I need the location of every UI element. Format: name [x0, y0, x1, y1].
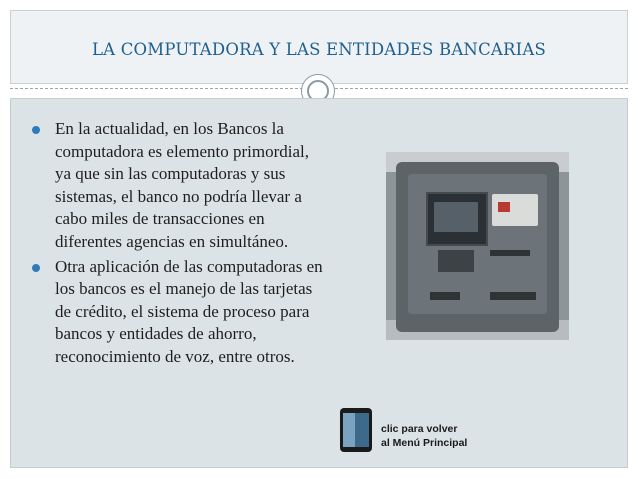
bullet-text: Otra aplicación de las computadoras en los bancos es el manejo de las tarjetas de crédito, el sistema de proceso para bancos y entidades de ahorro, reconocimiento de voz, entre otros.	[55, 256, 323, 366]
atm-screen-glow	[434, 202, 478, 232]
atm-label-logo	[498, 202, 510, 212]
atm-machine-photo	[386, 152, 569, 340]
bullet-item	[28, 118, 328, 254]
slide-title: LA COMPUTADORA Y LAS ENTIDADES BANCARIAS	[92, 40, 546, 59]
bullet-dot-icon	[32, 264, 40, 272]
back-to-menu-link-line2[interactable]: al Menú Principal	[381, 437, 468, 449]
back-to-menu-link-line1[interactable]: clic para volver	[381, 423, 458, 435]
atm-label-sticker	[492, 194, 538, 226]
title-bar	[10, 10, 628, 84]
bullet-dot-icon	[32, 126, 40, 134]
tablet-icon[interactable]	[340, 408, 372, 452]
tablet-shine	[343, 413, 355, 447]
bullet-item	[28, 256, 328, 369]
bullet-list	[28, 118, 328, 371]
atm-cash-slot	[490, 292, 536, 300]
atm-receipt-slot	[430, 292, 460, 300]
bullet-text: En la actualidad, en los Bancos la computadora es elemento primordial, ya que sin las computadoras y sus sistemas, el banco no podría llevar a cabo miles de transacciones en diferentes agencias en simultáneo.	[55, 119, 309, 251]
atm-card-slot	[490, 250, 530, 256]
atm-keypad	[438, 250, 474, 272]
atm-screen	[426, 192, 488, 246]
